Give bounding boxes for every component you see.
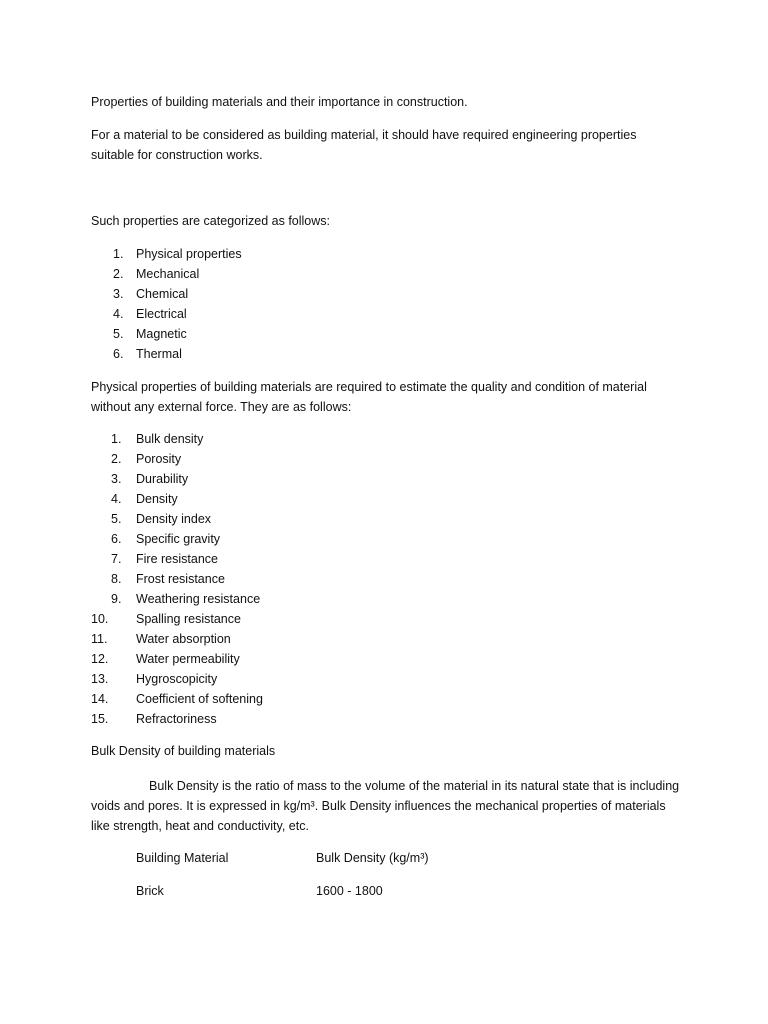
- table-header-cell: Building Material: [136, 851, 229, 865]
- list-number: 3.: [113, 287, 124, 301]
- physical-properties-intro: Physical properties of building materials are required to estimate the quality and condition of material without any external force. They are as follows:: [91, 380, 647, 414]
- list-number: 6.: [113, 347, 124, 361]
- list-item: [91, 589, 651, 609]
- list-item: [91, 344, 651, 364]
- list-item: [91, 529, 651, 549]
- physical-properties-list: [91, 429, 651, 729]
- list-item: [91, 429, 651, 449]
- list-number: 14.: [91, 692, 109, 706]
- bulk-density-definition: Bulk Density is the ratio of mass to the volume of the material in its natural state that is including voids and pores. It is expressed in kg/m³. Bulk Density influences the mechanical properties of materials like strength, heat and conductivity, etc.: [91, 779, 680, 833]
- list-item: [91, 709, 651, 729]
- list-number: 2.: [113, 267, 124, 281]
- table-header-row: [136, 848, 636, 868]
- list-number: 5.: [111, 512, 122, 526]
- categories-intro: Such properties are categorized as follows:: [91, 214, 331, 228]
- list-number: 10.: [91, 612, 109, 626]
- list-number: 3.: [111, 472, 122, 486]
- list-item: [91, 284, 651, 304]
- list-label: Frost resistance: [136, 572, 225, 586]
- list-number: 1.: [111, 432, 122, 446]
- list-item: [91, 629, 651, 649]
- list-number: 6.: [111, 532, 122, 546]
- list-item: [91, 469, 651, 489]
- list-label: Porosity: [136, 452, 182, 466]
- list-item: [91, 449, 651, 469]
- list-label: Spalling resistance: [136, 612, 241, 626]
- list-number: 9.: [111, 592, 122, 606]
- list-item: [91, 489, 651, 509]
- list-label: Mechanical: [136, 267, 200, 281]
- list-number: 4.: [113, 307, 124, 321]
- list-label: Fire resistance: [136, 552, 218, 566]
- list-label: Refractoriness: [136, 712, 217, 726]
- list-item: [91, 669, 651, 689]
- list-label: Weathering resistance: [136, 592, 261, 606]
- list-label: Electrical: [136, 307, 187, 321]
- table-cell: 1600 - 1800: [316, 884, 383, 898]
- list-number: 13.: [91, 672, 109, 686]
- list-item: [91, 264, 651, 284]
- list-item: [91, 509, 651, 529]
- document-title: Properties of building materials and their importance in construction.: [91, 95, 468, 109]
- list-label: Water absorption: [136, 632, 231, 646]
- bulk-density-table: [136, 848, 636, 901]
- intro-paragraph: For a material to be considered as building material, it should have required engineering properties suitable for construction works.: [91, 128, 637, 162]
- categories-list: [91, 244, 651, 364]
- list-label: Density index: [136, 512, 212, 526]
- list-number: 12.: [91, 652, 109, 666]
- list-number: 2.: [111, 452, 122, 466]
- list-item: [91, 649, 651, 669]
- list-label: Thermal: [136, 347, 182, 361]
- list-item: [91, 324, 651, 344]
- list-number: 5.: [113, 327, 124, 341]
- list-number: 15.: [91, 712, 109, 726]
- list-label: Physical properties: [136, 247, 242, 261]
- list-label: Hygroscopicity: [136, 672, 218, 686]
- list-label: Magnetic: [136, 327, 187, 341]
- list-number: 7.: [111, 552, 122, 566]
- table-row: [136, 881, 636, 901]
- list-label: Durability: [136, 472, 189, 486]
- list-item: [91, 244, 651, 264]
- list-item: [91, 569, 651, 589]
- list-label: Bulk density: [136, 432, 204, 446]
- table-cell: Brick: [136, 884, 164, 898]
- list-label: Chemical: [136, 287, 189, 301]
- bulk-density-heading: Bulk Density of building materials: [91, 744, 276, 758]
- list-number: 4.: [111, 492, 122, 506]
- list-label: Specific gravity: [136, 532, 221, 546]
- list-number: 1.: [113, 247, 124, 261]
- list-item: [91, 609, 651, 629]
- list-label: Water permeability: [136, 652, 240, 666]
- list-label: Density: [136, 492, 178, 506]
- list-number: 11.: [91, 632, 108, 646]
- list-item: [91, 549, 651, 569]
- list-label: Coefficient of softening: [136, 692, 263, 706]
- list-item: [91, 689, 651, 709]
- list-item: [91, 304, 651, 324]
- table-header-cell: Bulk Density (kg/m³): [316, 851, 429, 865]
- list-number: 8.: [111, 572, 122, 586]
